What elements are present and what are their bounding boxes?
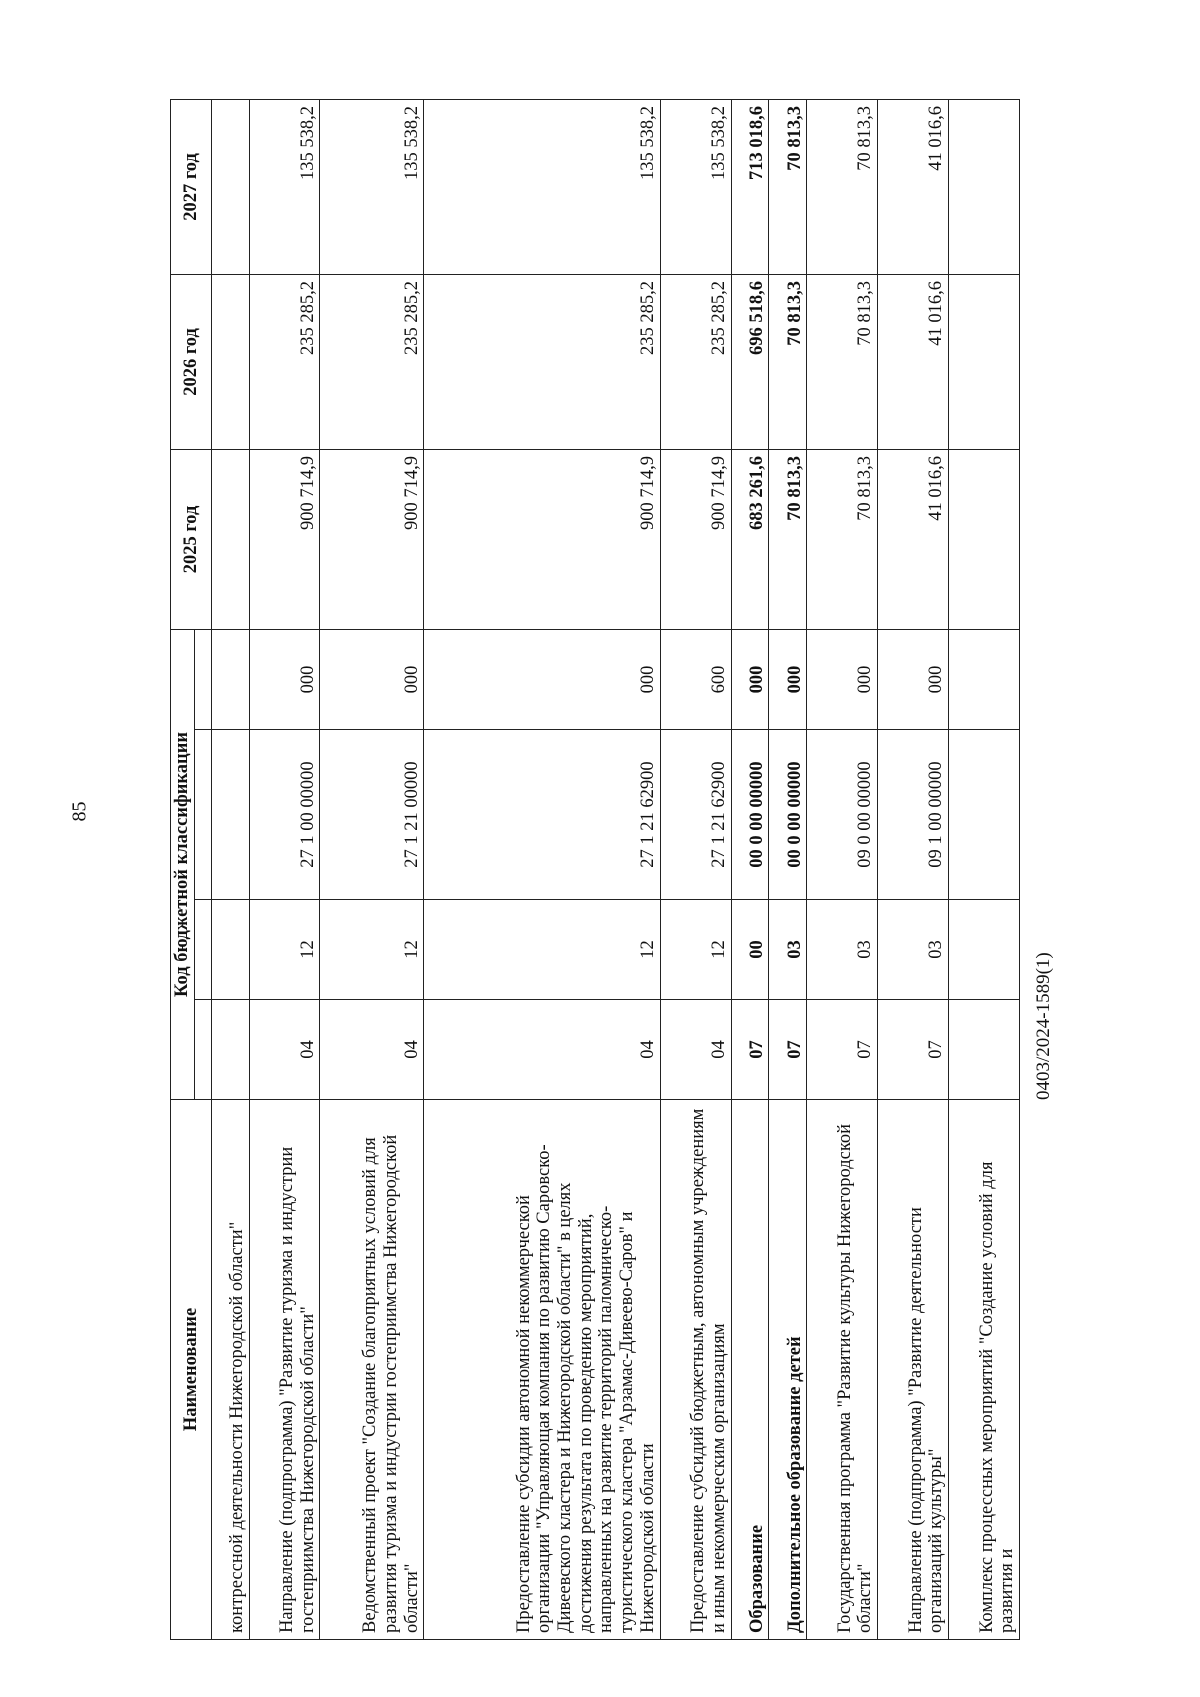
row-name: контрессной деятельности Нижегородской области"	[211, 1100, 249, 1640]
row-csr: 09 1 00 00000	[878, 730, 949, 900]
row-podrazdel	[211, 900, 249, 1000]
row-vr	[211, 629, 249, 729]
rotated-table-container	[170, 100, 1020, 1640]
row-value-2027	[211, 99, 249, 274]
table-row	[731, 99, 769, 1639]
row-razdel: 04	[320, 1000, 424, 1100]
row-razdel	[949, 1000, 1020, 1100]
table-row	[769, 99, 807, 1639]
row-value-2025: 900 714,9	[660, 449, 731, 629]
row-value-2027: 135 538,2	[249, 99, 320, 274]
row-value-2026: 235 285,2	[320, 274, 424, 449]
row-podrazdel: 12	[320, 900, 424, 1000]
row-csr: 00 0 00 00000	[731, 730, 769, 900]
row-name: Направление (подпрограмма) "Развитие деятельности организаций культуры"	[878, 1100, 949, 1640]
row-vr: 000	[807, 629, 878, 729]
row-csr	[211, 730, 249, 900]
row-value-2027: 135 538,2	[660, 99, 731, 274]
row-podrazdel: 12	[249, 900, 320, 1000]
table-row	[807, 99, 878, 1639]
row-name: Предоставление субсидии автономной некоммерческой организации "Управляющая компания по развитию Саровско-Дивеевского кластера и Нижегородской области" в целях достижения результата по проведению мероприятий, направленных на развитие территорий паломническо-туристического кластера "Арзамас-Дивеево-Саров" и Нижегородской области	[424, 1100, 660, 1640]
header-sub-cell	[194, 730, 211, 900]
header-2026: 2026 год	[171, 274, 212, 449]
row-name: Дополнительное образование детей	[769, 1100, 807, 1640]
row-value-2025	[211, 449, 249, 629]
row-podrazdel: 03	[878, 900, 949, 1000]
row-csr: 09 0 00 00000	[807, 730, 878, 900]
page-number: 85	[68, 801, 91, 822]
row-value-2026: 41 016,6	[878, 274, 949, 449]
row-name: Предоставление субсидий бюджетным, автономным учреждениям и иным некоммерческим организациям	[660, 1100, 731, 1640]
row-value-2026: 235 285,2	[424, 274, 660, 449]
row-csr: 27 1 21 62900	[660, 730, 731, 900]
row-vr	[949, 629, 1020, 729]
row-csr: 27 1 00 00000	[249, 730, 320, 900]
row-podrazdel	[949, 900, 1020, 1000]
header-sub-cell	[194, 1000, 211, 1100]
row-name: Комплекс процессных мероприятий "Создание условий для развития и	[949, 1100, 1020, 1640]
row-vr: 000	[731, 629, 769, 729]
table-row	[320, 99, 424, 1639]
row-value-2027: 713 018,6	[731, 99, 769, 274]
row-value-2026: 235 285,2	[660, 274, 731, 449]
row-razdel: 04	[249, 1000, 320, 1100]
row-podrazdel: 12	[424, 900, 660, 1000]
row-value-2027: 41 016,6	[878, 99, 949, 274]
row-csr: 00 0 00 00000	[769, 730, 807, 900]
row-name: Государственная программа "Развитие культуры Нижегородской области"	[807, 1100, 878, 1640]
header-2027: 2027 год	[171, 99, 212, 274]
row-razdel: 07	[878, 1000, 949, 1100]
table-row	[211, 99, 249, 1639]
row-razdel: 07	[731, 1000, 769, 1100]
table-row	[249, 99, 320, 1639]
row-name: Ведомственный проект "Создание благоприятных условий для развития туризма и индустрии гостеприимства Нижегородской области"	[320, 1100, 424, 1640]
row-value-2025: 900 714,9	[424, 449, 660, 629]
row-vr: 000	[424, 629, 660, 729]
row-vr: 000	[878, 629, 949, 729]
table-row	[660, 99, 731, 1639]
row-value-2025: 70 813,3	[807, 449, 878, 629]
row-podrazdel: 03	[769, 900, 807, 1000]
row-value-2026: 70 813,3	[769, 274, 807, 449]
table-row	[878, 99, 949, 1639]
row-podrazdel: 00	[731, 900, 769, 1000]
row-vr: 600	[660, 629, 731, 729]
header-sub-cell	[194, 629, 211, 729]
row-razdel: 04	[660, 1000, 731, 1100]
row-vr: 000	[769, 629, 807, 729]
row-value-2027: 70 813,3	[807, 99, 878, 274]
row-vr: 000	[320, 629, 424, 729]
budget-table	[170, 99, 1020, 1640]
row-name: Образование	[731, 1100, 769, 1640]
row-razdel: 07	[807, 1000, 878, 1100]
row-value-2025: 900 714,9	[249, 449, 320, 629]
row-razdel: 04	[424, 1000, 660, 1100]
row-value-2026: 235 285,2	[249, 274, 320, 449]
row-value-2026: 696 518,6	[731, 274, 769, 449]
row-value-2027	[949, 99, 1020, 274]
row-podrazdel: 12	[660, 900, 731, 1000]
row-value-2027: 135 538,2	[320, 99, 424, 274]
row-csr	[949, 730, 1020, 900]
row-value-2025: 70 813,3	[769, 449, 807, 629]
row-csr: 27 1 21 00000	[320, 730, 424, 900]
row-podrazdel: 03	[807, 900, 878, 1000]
row-value-2027: 135 538,2	[424, 99, 660, 274]
header-code-group: Код бюджетной классификации	[171, 629, 195, 1099]
table-row	[949, 99, 1020, 1639]
header-name: Наименование	[171, 1100, 212, 1640]
row-value-2025: 683 261,6	[731, 449, 769, 629]
row-csr: 27 1 21 62900	[424, 730, 660, 900]
document-code: 0403/2024-1589(1)	[1033, 952, 1054, 1100]
row-value-2025: 41 016,6	[878, 449, 949, 629]
row-razdel	[211, 1000, 249, 1100]
row-value-2026	[211, 274, 249, 449]
row-value-2026: 70 813,3	[807, 274, 878, 449]
table-body	[211, 99, 1019, 1639]
row-value-2027: 70 813,3	[769, 99, 807, 274]
row-value-2025	[949, 449, 1020, 629]
row-vr: 000	[249, 629, 320, 729]
row-value-2026	[949, 274, 1020, 449]
header-sub-cell	[194, 900, 211, 1000]
row-name: Направление (подпрограмма) "Развитие туризма и индустрии гостеприимства Нижегородской области"	[249, 1100, 320, 1640]
row-razdel: 07	[769, 1000, 807, 1100]
table-row	[424, 99, 660, 1639]
row-value-2025: 900 714,9	[320, 449, 424, 629]
header-2025: 2025 год	[171, 449, 212, 629]
